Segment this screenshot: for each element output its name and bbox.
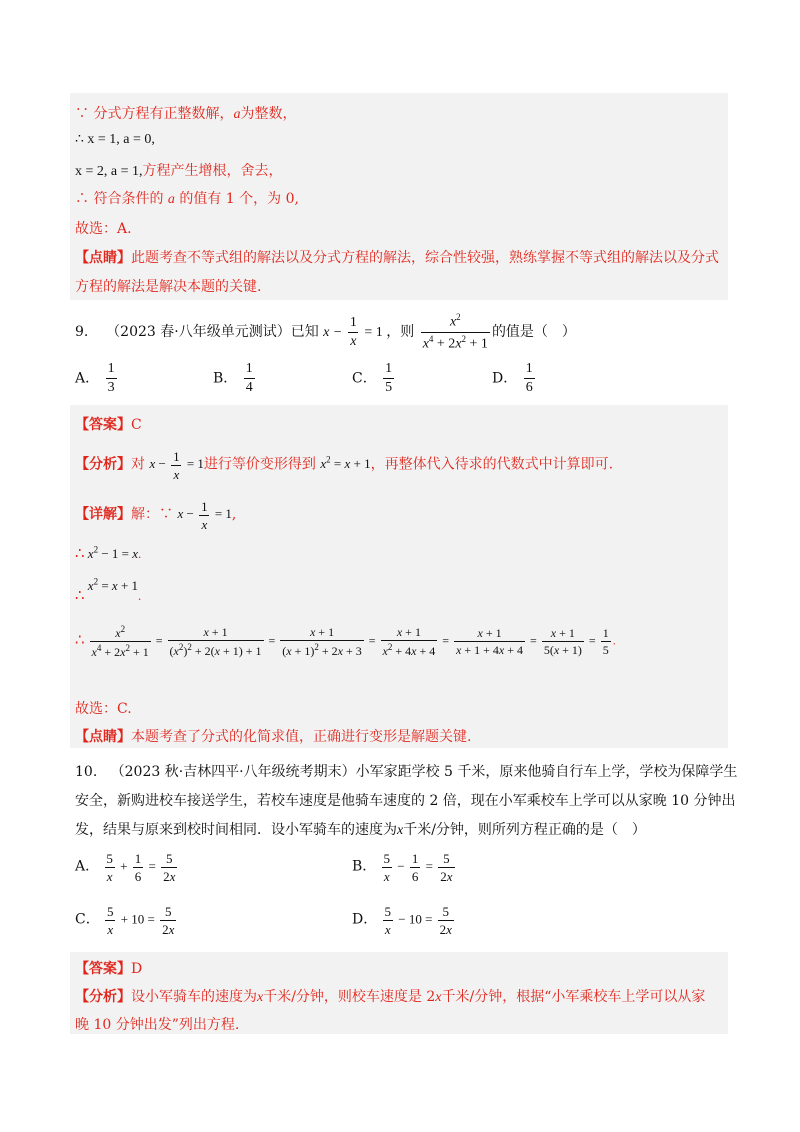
- option-den: 6: [525, 380, 533, 395]
- option-label: A．: [75, 370, 100, 387]
- q10-text-2: 安全，新购进校车接送学生，若校车速度是他骑车速度的 2 倍，现在小军乘校车上学可以从家晚 10 分钟出: [75, 793, 736, 809]
- var-x: x: [435, 990, 442, 1005]
- comment-tag: 【点睛】: [75, 729, 131, 745]
- option-num: 1: [385, 361, 393, 376]
- q9-target-expression: $\frac{x^2}{x^4 + 2x^2 + 1}$: [422, 312, 488, 352]
- analysis-tag: 【分析】: [75, 989, 131, 1005]
- q9-choice-text: 故选：C.: [75, 701, 132, 717]
- q10-analysis-1a: 设小军骑车的速度为: [131, 989, 257, 1005]
- var-x: x: [397, 823, 404, 838]
- prev-line-4-a: ∴ 符合条件的: [75, 191, 168, 207]
- prev-comment-2: [75, 276, 261, 296]
- q10-option-c[interactable]: C． $\frac{5}{x}$ + 10 = $\frac{5}{2x}$: [75, 904, 175, 937]
- prev-line-4-c: 的值有 1 个，为 0,: [174, 191, 299, 207]
- q9-analysis-b: 进行等价变形得到: [203, 456, 316, 473]
- q10-analysis-2-text: 晚 10 分钟出发”列出方程.: [75, 1017, 240, 1033]
- q10-stem-1: [75, 761, 737, 781]
- q10-number: 10.: [75, 764, 98, 780]
- prev-line-1-end: 为整数，: [240, 106, 297, 122]
- answer-tag: 【答案】: [75, 417, 131, 433]
- option-label: D．: [352, 911, 378, 928]
- q10-option-d[interactable]: D． $\frac{5}{x}$ − 10 = $\frac{5}{2x}$: [352, 904, 452, 937]
- option-label: D．: [492, 370, 518, 387]
- q9-given: x − $\frac{1}{x}$ = 1: [323, 315, 383, 350]
- option-num: 1: [245, 361, 253, 376]
- q9-answer: [75, 414, 142, 434]
- option-den: 5: [385, 380, 393, 395]
- q10-text-3a: 发，结果与原来到校时间相同．设小军骑车的速度为: [75, 822, 397, 838]
- q9-detail-a: 解：∵: [131, 506, 173, 523]
- q10-stem-2: [75, 790, 736, 810]
- q9-number: 9.: [75, 324, 89, 341]
- q10-text-3c: 千米/分钟，则所列方程正确的是（ ）: [403, 822, 646, 838]
- q10-answer-value: D: [131, 961, 143, 977]
- option-label: C．: [75, 911, 100, 928]
- q9-option-b[interactable]: [213, 362, 257, 395]
- option-label: C．: [352, 370, 377, 387]
- option-den: 4: [245, 380, 253, 395]
- q10-text-1: （2023 秋·吉林四平·八年级统考期末）小军家距学校 5 千米，原来他骑自行车上学，学校为保障学生: [110, 764, 738, 780]
- comment-tag: 【点睛】: [75, 250, 131, 266]
- prev-choice-text: 故选：A.: [75, 221, 132, 237]
- q9-step-3: ∴ $\frac{x^2}{x^4 + 2x^2 + 1}$ = $\frac{x + 1}{(x^2)^2 + 2(x + 1) + 1}$ = $\frac{x + 1}{(x + 1)^2 + 2x + 3}$ = $\frac{x + 1}{x^2 + 4x + 4}$ = $\frac{x + 1}{x + 1 + 4x + 4}$ = $\frac{x + 1}{5(x + 1)}$ = $\frac{1}{5}$ .: [75, 624, 616, 659]
- prev-line-3-math: x = 2, a = 1,: [75, 164, 143, 179]
- prev-comment-1: [75, 247, 719, 267]
- q9-step-1: ∴ $x^2 - 1 = x$.: [75, 544, 142, 562]
- q9-option-a[interactable]: [75, 362, 119, 395]
- q10-option-a[interactable]: A． $\frac{5}{x}$ + $\frac{1}{6}$ = $\frac{5}{2x}$: [75, 851, 176, 884]
- prev-line-2: [75, 131, 155, 148]
- prev-line-2-text: ∴ x = 1, a = 0,: [75, 132, 155, 147]
- option-num: 1: [107, 361, 115, 376]
- option-label: B．: [352, 858, 377, 875]
- option-den: 3: [107, 380, 115, 395]
- option-label: B．: [213, 370, 238, 387]
- q9-then: ，则: [386, 324, 415, 341]
- prev-choice: [75, 218, 132, 238]
- prev-line-4: [75, 188, 299, 208]
- q9-stem: [75, 313, 576, 351]
- option-num: 1: [525, 361, 533, 376]
- q10-stem-3: [75, 819, 646, 839]
- option-label: A．: [75, 858, 100, 875]
- q9-step-2: ∴ $x^2 = x + 1$.: [75, 576, 142, 604]
- q9-source: （2023 春·八年级单元测试）已知: [106, 324, 319, 341]
- q10-analysis-2: [75, 1014, 239, 1034]
- q9-analysis-a: 对: [131, 456, 145, 473]
- q10-analysis-1: [75, 986, 705, 1006]
- prev-comment-text-1: 此题考查不等式组的解法以及分式方程的解法，综合性较强，熟练掌握不等式组的解法以及分式: [131, 250, 719, 266]
- q10-analysis-1c: 千米/分钟，则校车速度是 2: [263, 989, 436, 1005]
- q9-detail: 【详解】解：∵ x − $\frac{1}{x}$ = 1,: [75, 499, 237, 532]
- prev-line-3: [75, 160, 283, 180]
- q9-comment: [75, 726, 471, 746]
- q9-choice: [75, 698, 132, 718]
- q10-option-b[interactable]: B． $\frac{5}{x}$ − $\frac{1}{6}$ = $\frac{5}{2x}$: [352, 851, 453, 884]
- prev-line-1-text: ∵ 分式方程有正整数解，: [75, 106, 234, 122]
- prev-line-3-text: 方程产生增根，舍去，: [142, 163, 283, 179]
- q9-answer-value: C: [131, 417, 142, 433]
- q9-analysis-c: ，再整体代入待求的代数式中计算即可.: [370, 456, 614, 473]
- q9-analysis: 【分析】对 x − $\frac{1}{x}$ = 1进行等价变形得到 $x^2 = x + 1$，再整体代入待求的代数式中计算即可.: [75, 449, 614, 482]
- answer-tag: 【答案】: [75, 961, 131, 977]
- var-a: a: [233, 107, 241, 122]
- q10-answer: [75, 958, 142, 978]
- prev-comment-text-2: 方程的解法是解决本题的关键.: [75, 279, 262, 295]
- detail-tag: 【详解】: [75, 506, 131, 523]
- prev-line-4-var: a: [167, 192, 175, 207]
- prev-line-1: [75, 103, 296, 123]
- analysis-tag: 【分析】: [75, 456, 131, 473]
- q9-option-c[interactable]: [352, 362, 396, 395]
- q9-comment-text: 本题考查了分式的化简求值，正确进行变形是解题关键.: [131, 729, 472, 745]
- q9-option-d[interactable]: [492, 362, 537, 395]
- q10-analysis-1e: 千米/分钟，根据“小军乘校车上学可以从家: [441, 989, 706, 1005]
- q9-ask: 的值是（ ）: [491, 324, 576, 341]
- var-x: x: [257, 990, 264, 1005]
